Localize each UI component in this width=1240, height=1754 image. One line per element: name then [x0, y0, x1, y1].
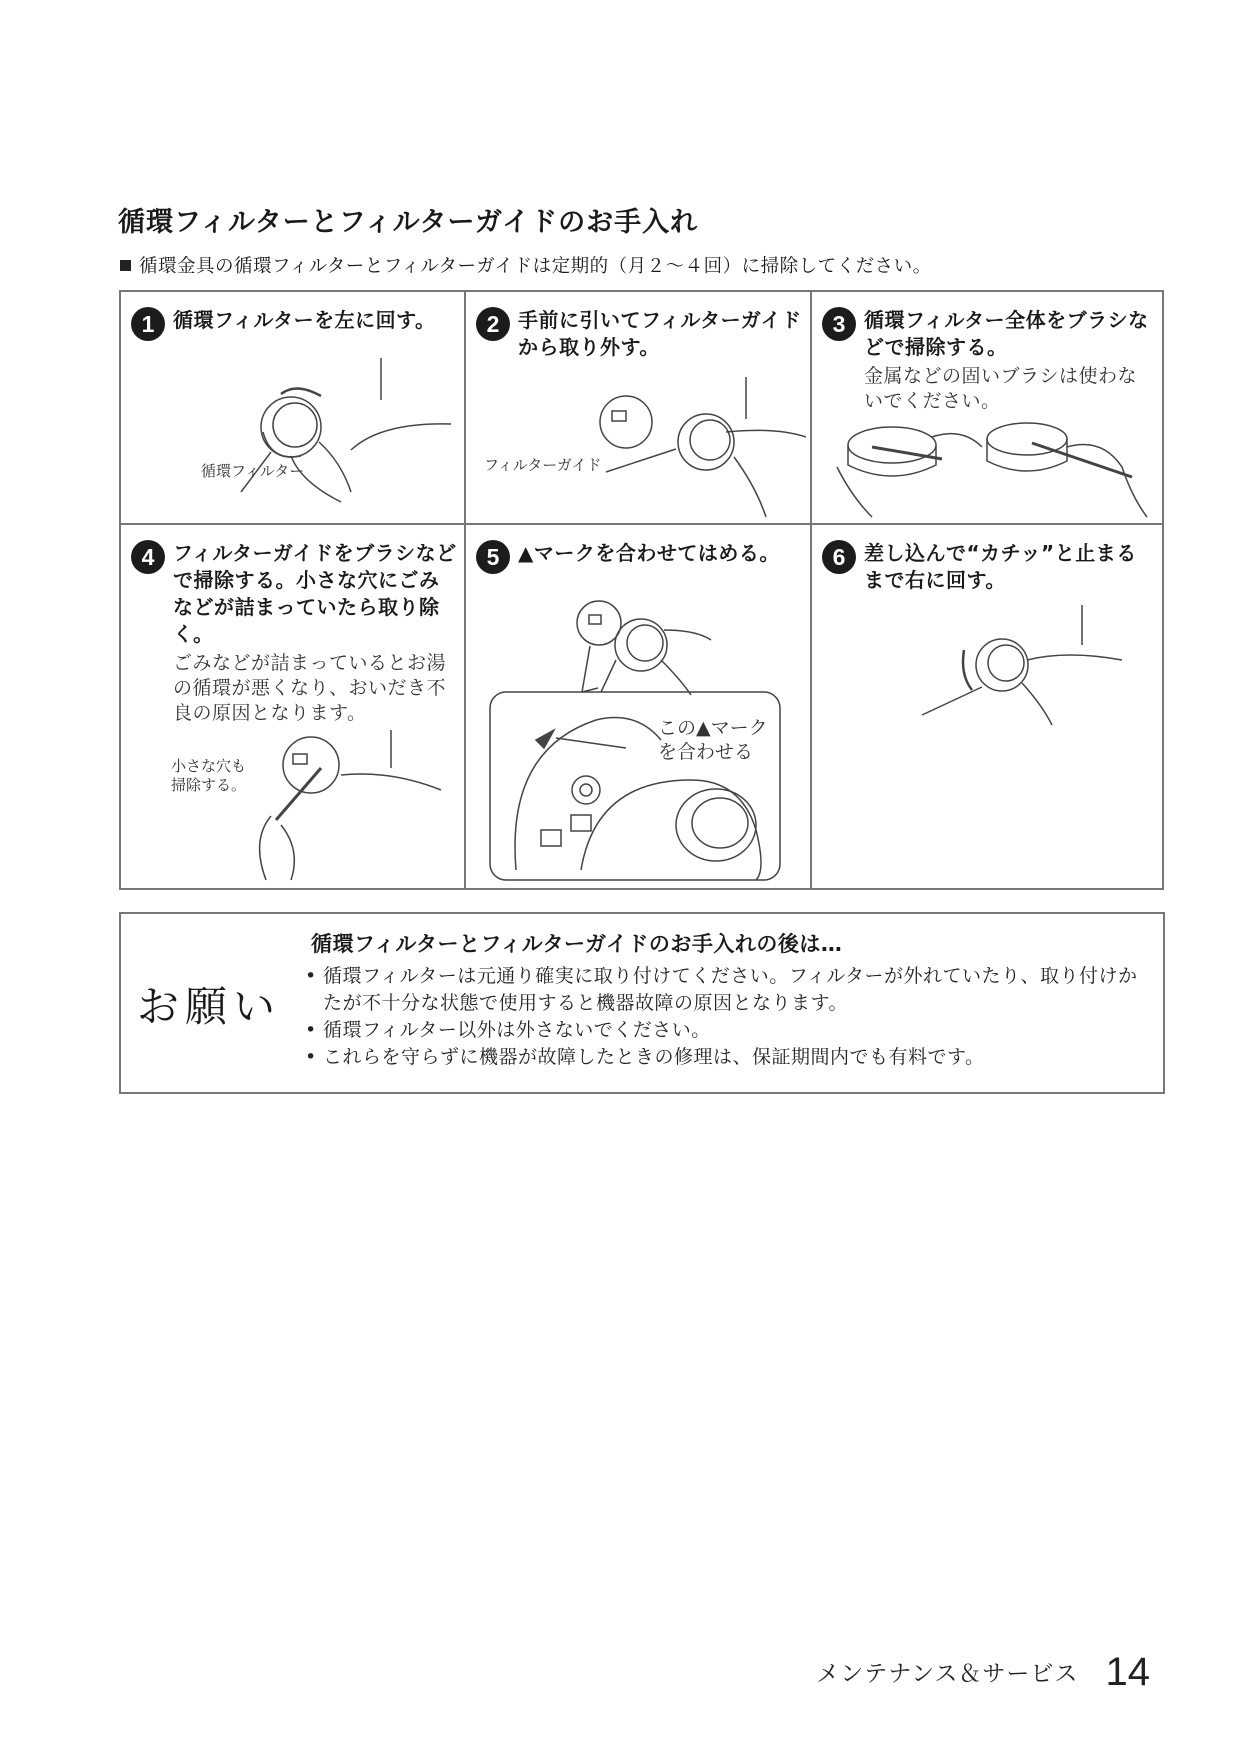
step-number: 4 [131, 540, 165, 574]
step-number: 3 [822, 307, 856, 341]
steps-grid [119, 290, 1164, 890]
step-text: 循環フィルター全体をブラシなどで掃除する。 [864, 308, 1149, 359]
step-4 [121, 525, 466, 888]
filter-turn-left-illustration [181, 352, 461, 522]
intro-text: 循環金具の循環フィルターとフィルターガイドは定期的（月２～４回）に掃除してください。 [120, 252, 932, 278]
step-note: 金属などの固いブラシは使わないでください。 [864, 365, 1138, 412]
step-number: 5 [476, 540, 510, 574]
list-item: • 循環フィルターは元通り確実に取り付けてください。フィルターが外れていたり、取り付けかたが不十分な状態で使用すると機器故障の原因となります。 [301, 963, 1153, 1017]
step-text: 手前に引いてフィルターガイドから取り外す。 [518, 308, 802, 359]
step-2 [466, 292, 812, 525]
small-hole-label: 小さな穴も [171, 757, 247, 775]
step-note: ごみなどが詰まっているとお湯の循環が悪くなり、おいだき不良の原因となります。 [173, 652, 447, 724]
list-item: • これらを守らずに機器が故障したときの修理は、保証期間内でも有料です。 [301, 1044, 1153, 1071]
step-5 [466, 525, 812, 888]
step-text: 循環フィルターを左に回す。 [173, 308, 436, 332]
step-number: 1 [131, 307, 165, 341]
filter-guide-label: フィルターガイド [484, 456, 602, 474]
brush-filter-illustration [832, 407, 1152, 522]
step-text: フィルターガイドをブラシなどで掃除する。小さな穴にごみなどが詰まっていたら取り除く。 [173, 541, 457, 646]
request-label: お願い [137, 982, 282, 1031]
step-number: 6 [822, 540, 856, 574]
filter-pull-illustration [566, 377, 806, 522]
step-number: 2 [476, 307, 510, 341]
align-mark-label: この▲マーク [658, 717, 768, 739]
filter-label: 循環フィルター [201, 462, 305, 480]
step-text: ▲マークを合わせてはめる。 [518, 541, 780, 565]
step-1 [121, 292, 466, 525]
request-box [119, 912, 1165, 1094]
section-title: 循環フィルターとフィルターガイドのお手入れ [118, 207, 699, 238]
request-list [301, 963, 1153, 1071]
align-mark-label-2: を合わせる [658, 741, 754, 763]
brush-guide-illustration [181, 730, 461, 885]
clean-label: 掃除する。 [171, 776, 247, 794]
step-3 [812, 292, 1162, 525]
list-item: • 循環フィルター以外は外さないでください。 [301, 1017, 1153, 1044]
page-footer [816, 1650, 1150, 1695]
square-bullet-icon [120, 260, 131, 271]
filter-turn-right-illustration [902, 605, 1152, 745]
request-heading: 循環フィルターとフィルターガイドのお手入れの後は… [311, 932, 843, 956]
step-6 [812, 525, 1162, 888]
page-number: 14 [1105, 1650, 1150, 1694]
footer-section-label: メンテナンス＆サービス [816, 1661, 1079, 1687]
step-text: 差し込んで“カチッ”と止まるまで右に回す。 [864, 541, 1137, 592]
